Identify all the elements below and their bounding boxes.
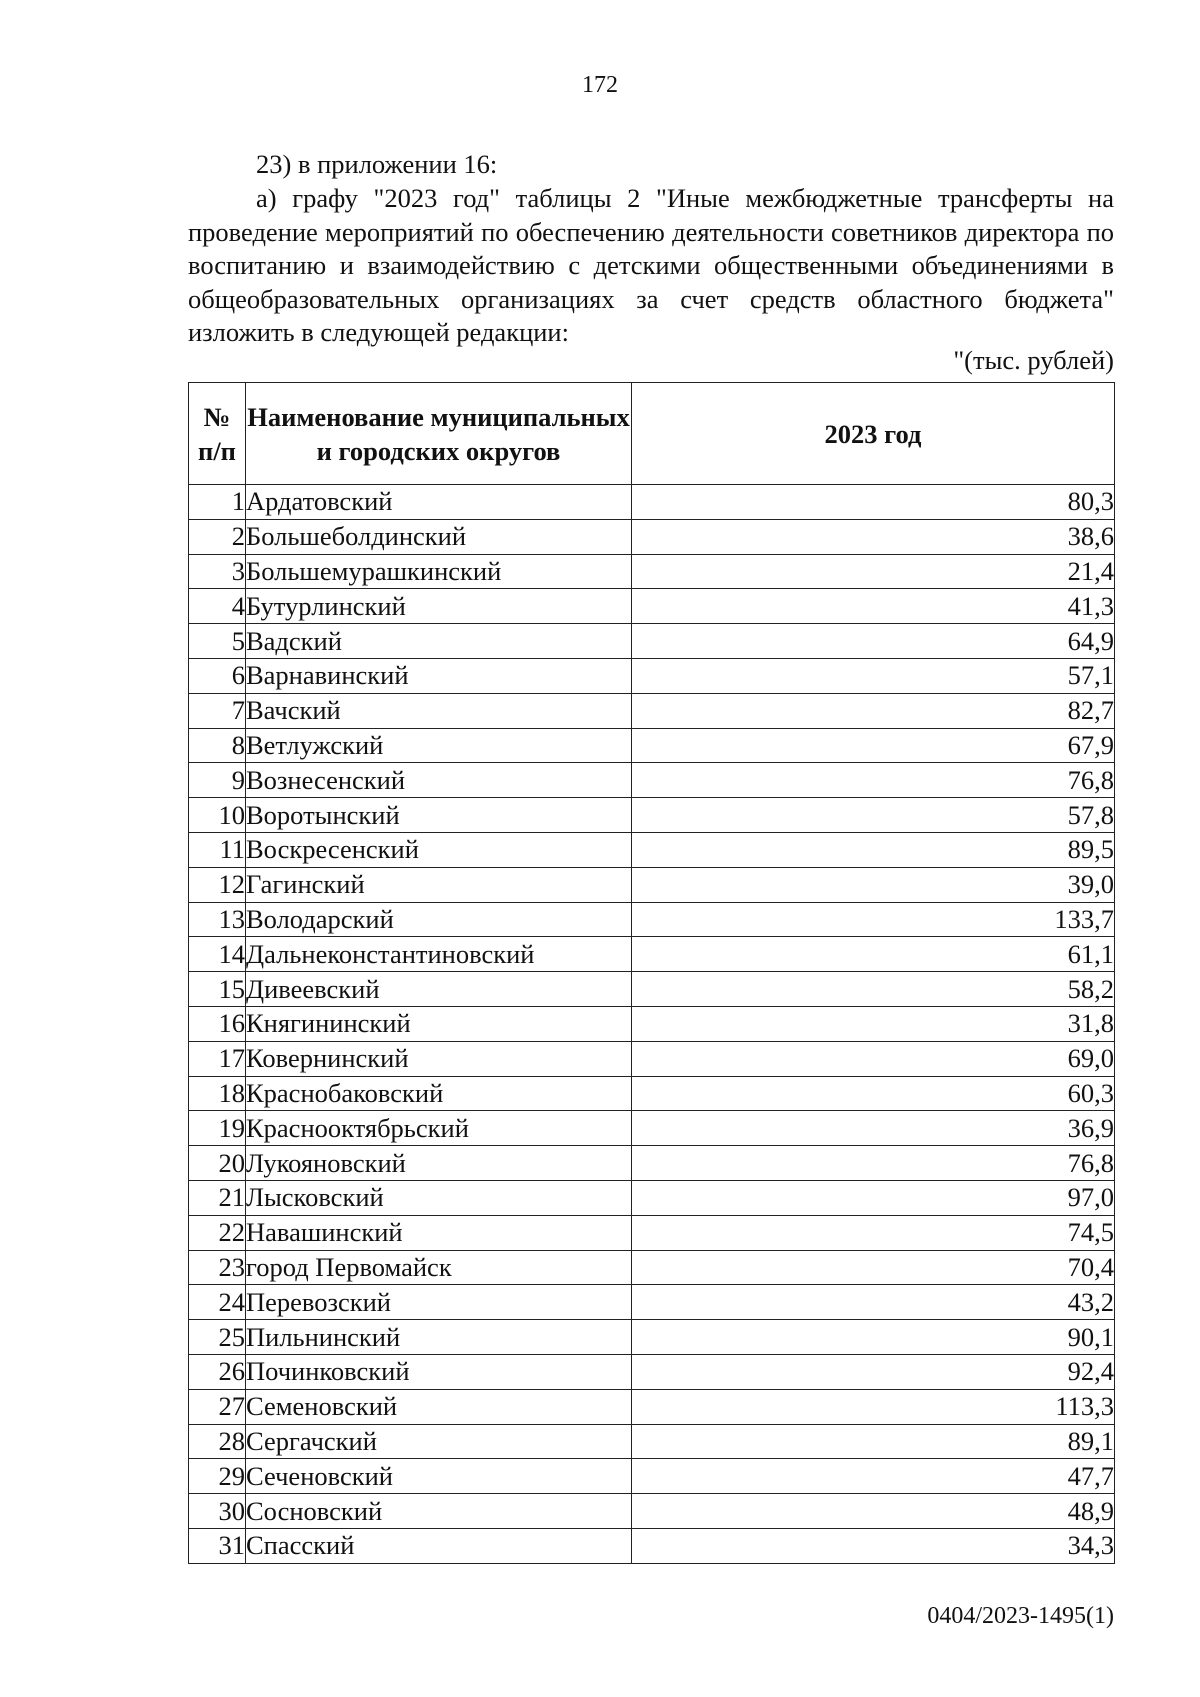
row-district-name: Ветлужский — [246, 728, 632, 763]
row-district-name: Лукояновский — [246, 1146, 632, 1181]
row-district-name: Воротынский — [246, 798, 632, 833]
row-number: 12 — [189, 867, 246, 902]
table-row — [189, 519, 1115, 554]
row-number: 15 — [189, 972, 246, 1007]
row-district-name: Вознесенский — [246, 763, 632, 798]
row-value: 39,0 — [632, 867, 1115, 902]
row-district-name: Ковернинский — [246, 1041, 632, 1076]
table-row — [189, 728, 1115, 763]
row-number: 3 — [189, 554, 246, 589]
row-value: 31,8 — [632, 1006, 1115, 1041]
table-row — [189, 937, 1115, 972]
row-number: 4 — [189, 589, 246, 624]
row-number: 28 — [189, 1424, 246, 1459]
paragraph-item-23: 23) в приложении 16: — [256, 149, 498, 179]
row-number: 1 — [189, 485, 246, 520]
row-number: 11 — [189, 832, 246, 867]
table-row — [189, 1111, 1115, 1146]
row-number: 24 — [189, 1285, 246, 1320]
row-district-name: Лысковский — [246, 1180, 632, 1215]
row-value: 69,0 — [632, 1041, 1115, 1076]
row-value: 76,8 — [632, 763, 1115, 798]
row-number: 30 — [189, 1494, 246, 1529]
row-number: 14 — [189, 937, 246, 972]
row-number: 20 — [189, 1146, 246, 1181]
row-district-name: Пильнинский — [246, 1320, 632, 1355]
table-row — [189, 1528, 1115, 1563]
row-number: 7 — [189, 693, 246, 728]
table-row — [189, 554, 1115, 589]
row-district-name: Бутурлинский — [246, 589, 632, 624]
table-row — [189, 624, 1115, 659]
row-district-name: Большемурашкинский — [246, 554, 632, 589]
header-name: Наименование муниципальных и городских округов — [246, 383, 632, 485]
row-number: 10 — [189, 798, 246, 833]
table-row — [189, 1459, 1115, 1494]
header-year: 2023 год — [632, 383, 1115, 485]
row-value: 60,3 — [632, 1076, 1115, 1111]
row-value: 47,7 — [632, 1459, 1115, 1494]
table-row — [189, 1424, 1115, 1459]
table-row — [189, 1320, 1115, 1355]
table-row — [189, 1285, 1115, 1320]
table-row — [189, 798, 1115, 833]
row-number: 22 — [189, 1215, 246, 1250]
row-number: 17 — [189, 1041, 246, 1076]
row-district-name: Володарский — [246, 902, 632, 937]
row-number: 31 — [189, 1528, 246, 1563]
row-value: 89,1 — [632, 1424, 1115, 1459]
row-number: 21 — [189, 1180, 246, 1215]
table-row — [189, 1180, 1115, 1215]
row-number: 18 — [189, 1076, 246, 1111]
row-value: 89,5 — [632, 832, 1115, 867]
paragraph-item-a: а) графу "2023 год" таблицы 2 "Иные межбюджетные трансферты на проведение мероприятий по обеспечению деятельности советников директора по воспитанию и взаимодействию с детскими общественными объединениями в общеобразовательных организациях за счет средств областного бюджета" изложить в следующей редакции: — [188, 183, 1114, 348]
row-value: 36,9 — [632, 1111, 1115, 1146]
table-row — [189, 1041, 1115, 1076]
row-district-name: Вадский — [246, 624, 632, 659]
row-value: 41,3 — [632, 589, 1115, 624]
table-row — [189, 972, 1115, 1007]
table-row — [189, 1250, 1115, 1285]
table-row — [189, 832, 1115, 867]
row-value: 38,6 — [632, 519, 1115, 554]
row-number: 6 — [189, 658, 246, 693]
row-value: 43,2 — [632, 1285, 1115, 1320]
row-district-name: Сосновский — [246, 1494, 632, 1529]
row-number: 16 — [189, 1006, 246, 1041]
table-row — [189, 867, 1115, 902]
row-number: 23 — [189, 1250, 246, 1285]
row-value: 34,3 — [632, 1528, 1115, 1563]
table-row — [189, 1076, 1115, 1111]
row-value: 80,3 — [632, 485, 1115, 520]
row-value: 61,1 — [632, 937, 1115, 972]
row-value: 74,5 — [632, 1215, 1115, 1250]
row-number: 27 — [189, 1389, 246, 1424]
row-district-name: Краснооктябрьский — [246, 1111, 632, 1146]
row-district-name: Семеновский — [246, 1389, 632, 1424]
table-header-row — [189, 383, 1115, 485]
row-number: 9 — [189, 763, 246, 798]
table-row — [189, 1354, 1115, 1389]
row-district-name: Большеболдинский — [246, 519, 632, 554]
header-number — [189, 383, 246, 485]
row-district-name: Варнавинский — [246, 658, 632, 693]
row-number: 2 — [189, 519, 246, 554]
header-number-pp: п/п — [198, 435, 236, 466]
table-row — [189, 902, 1115, 937]
row-district-name: Ардатовский — [246, 485, 632, 520]
row-value: 70,4 — [632, 1250, 1115, 1285]
table-row — [189, 485, 1115, 520]
row-value: 90,1 — [632, 1320, 1115, 1355]
table-row — [189, 1389, 1115, 1424]
row-number: 19 — [189, 1111, 246, 1146]
row-district-name: Вачский — [246, 693, 632, 728]
row-value: 21,4 — [632, 554, 1115, 589]
row-district-name: Воскресенский — [246, 832, 632, 867]
table-row — [189, 1494, 1115, 1529]
table-row — [189, 1215, 1115, 1250]
header-number-sign: № — [203, 401, 231, 432]
row-district-name: Дивеевский — [246, 972, 632, 1007]
row-value: 82,7 — [632, 693, 1115, 728]
row-number: 8 — [189, 728, 246, 763]
row-value: 57,1 — [632, 658, 1115, 693]
row-number: 5 — [189, 624, 246, 659]
page-number: 172 — [582, 72, 618, 98]
row-value: 113,3 — [632, 1389, 1115, 1424]
row-district-name: Краснобаковский — [246, 1076, 632, 1111]
row-district-name: Перевозский — [246, 1285, 632, 1320]
table-row — [189, 658, 1115, 693]
row-number: 13 — [189, 902, 246, 937]
row-district-name: Гагинский — [246, 867, 632, 902]
row-number: 26 — [189, 1354, 246, 1389]
row-district-name: Дальнеконстантиновский — [246, 937, 632, 972]
row-value: 67,9 — [632, 728, 1115, 763]
row-district-name: Княгининский — [246, 1006, 632, 1041]
table-row — [189, 589, 1115, 624]
row-district-name: Сергачский — [246, 1424, 632, 1459]
row-number: 25 — [189, 1320, 246, 1355]
row-district-name: Спасский — [246, 1528, 632, 1563]
table-row — [189, 763, 1115, 798]
table-row — [189, 1146, 1115, 1181]
row-value: 58,2 — [632, 972, 1115, 1007]
row-value: 57,8 — [632, 798, 1115, 833]
units-label: "(тыс. рублей) — [953, 345, 1114, 375]
row-value: 48,9 — [632, 1494, 1115, 1529]
transfers-table — [188, 382, 1115, 1564]
row-district-name: Починковский — [246, 1354, 632, 1389]
row-number: 29 — [189, 1459, 246, 1494]
document-code: 0404/2023-1495(1) — [927, 1603, 1114, 1629]
row-district-name: Навашинский — [246, 1215, 632, 1250]
row-value: 64,9 — [632, 624, 1115, 659]
row-value: 76,8 — [632, 1146, 1115, 1181]
row-value: 92,4 — [632, 1354, 1115, 1389]
row-value: 97,0 — [632, 1180, 1115, 1215]
row-district-name: Сеченовский — [246, 1459, 632, 1494]
row-district-name: город Первомайск — [246, 1250, 632, 1285]
row-value: 133,7 — [632, 902, 1115, 937]
table-row — [189, 693, 1115, 728]
table-row — [189, 1006, 1115, 1041]
